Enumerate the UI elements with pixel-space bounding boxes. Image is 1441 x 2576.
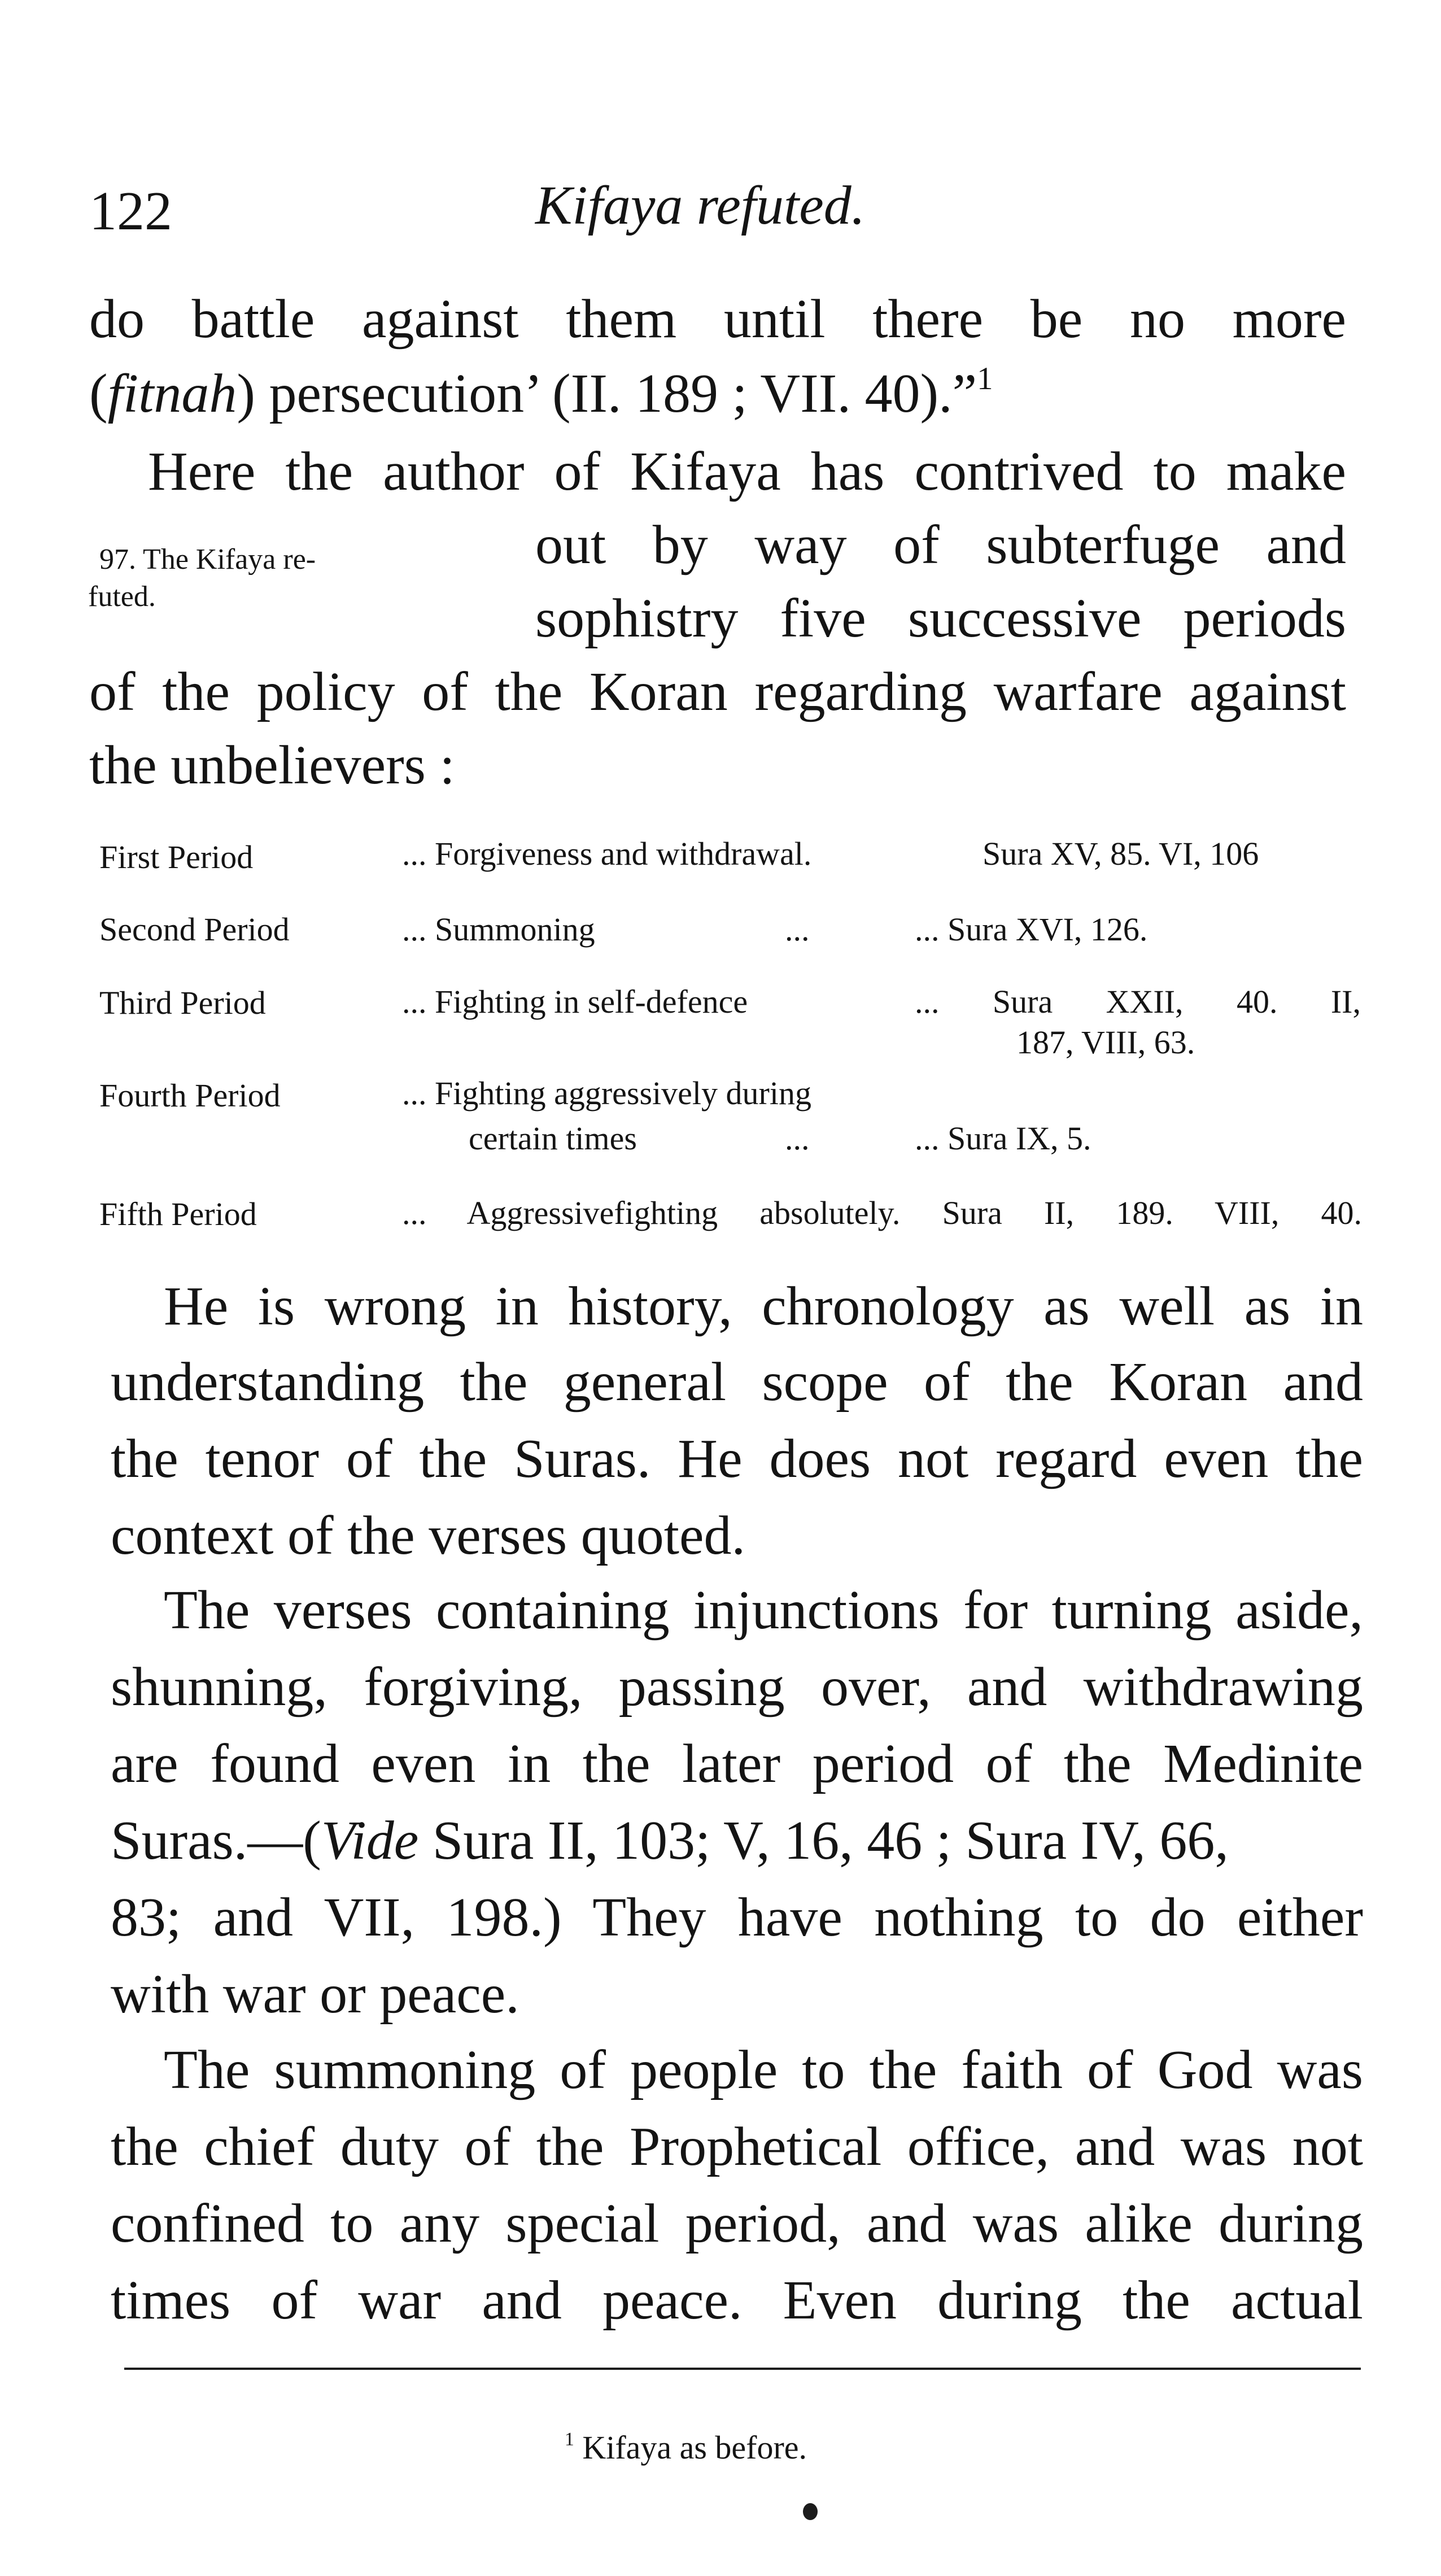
side-note-line: futed. bbox=[88, 581, 156, 613]
footnote-rule bbox=[124, 2368, 1361, 2370]
text-line: shunning, forgiving, passing over, and withdrawing bbox=[111, 1657, 1363, 1718]
text-line: times of war and peace. Even during the actual bbox=[111, 2270, 1363, 2331]
leader-dots: ... bbox=[785, 911, 810, 948]
footnote-text: Kifaya as before. bbox=[582, 2429, 807, 2466]
page-number: 122 bbox=[89, 181, 172, 242]
period-description: ... Fighting in self-defence bbox=[402, 983, 748, 1020]
text-line: of the policy of the Koran regarding warfare against bbox=[89, 661, 1346, 722]
period-name: Fifth Period bbox=[99, 1196, 257, 1232]
text-line: (fitnah) persecution’ (II. 189 ; VII. 40).”$^1$ bbox=[89, 361, 993, 424]
period-sura-reference: ... Sura XXII, 40. II, bbox=[915, 983, 1361, 1020]
text-line: 83; and VII, 198.) They have nothing to do either bbox=[111, 1887, 1363, 1948]
text-line: Suras.—(Vide Sura II, 103; V, 16, 46 ; Sura IV, 66, bbox=[111, 1810, 1229, 1871]
period-sura-reference: Sura XV, 85. VI, 106 bbox=[983, 835, 1259, 872]
period-name: Second Period bbox=[99, 911, 290, 948]
text-line: the unbelievers : bbox=[89, 735, 455, 796]
text-line: the chief duty of the Prophetical office, and was not bbox=[111, 2116, 1363, 2177]
italic-term: Vide bbox=[321, 1810, 419, 1871]
period-description: ... Summoning bbox=[402, 911, 595, 948]
side-note-line: 97. The Kifaya re- bbox=[99, 543, 316, 576]
text-line: with war or peace. bbox=[111, 1964, 519, 2025]
period-name: Third Period bbox=[99, 984, 266, 1021]
leader-dots: ... bbox=[785, 1120, 810, 1157]
period-sura-reference: ... Sura XVI, 126. bbox=[915, 911, 1148, 948]
text-line: are found even in the later period of the Medinite bbox=[111, 1733, 1363, 1794]
text-line: context of the verses quoted. bbox=[111, 1505, 745, 1566]
footnote-marker: 1 bbox=[565, 2429, 574, 2450]
text-line: He is wrong in history, chronology as well as in bbox=[164, 1276, 1363, 1337]
text-line: do battle against them until there be no more bbox=[89, 289, 1346, 350]
text-line: confined to any special period, and was alike during bbox=[111, 2193, 1363, 2254]
text-line: Here the author of Kifaya has contrived to make bbox=[148, 441, 1346, 502]
period-description: ... Forgiveness and withdrawal. bbox=[402, 835, 812, 872]
italic-term: fitnah bbox=[107, 363, 237, 424]
text-line: understanding the general scope of the Koran and bbox=[111, 1352, 1363, 1413]
running-title: Kifaya refuted. bbox=[535, 175, 866, 236]
ink-spot bbox=[803, 2503, 818, 2520]
text-line: the tenor of the Suras. He does not regard even the bbox=[111, 1428, 1363, 1489]
footnote-reference: 1 bbox=[977, 361, 993, 397]
period-description: certain times bbox=[469, 1120, 637, 1157]
period-name: First Period bbox=[99, 839, 254, 875]
text-line: out by way of subterfuge and bbox=[535, 515, 1346, 576]
period-sura-reference: 187, VIII, 63. bbox=[1016, 1024, 1195, 1061]
period-description: ... Aggressivefighting absolutely. Sura II, 189. VIII, 40. bbox=[402, 1195, 1362, 1231]
text-line: The verses containing injunctions for turning aside, bbox=[164, 1580, 1363, 1641]
period-sura-reference: ... Sura IX, 5. bbox=[915, 1120, 1091, 1157]
period-description: ... Fighting aggressively during bbox=[402, 1075, 811, 1112]
text-line: The summoning of people to the faith of God was bbox=[164, 2039, 1363, 2100]
text-line: sophistry five successive periods bbox=[535, 588, 1346, 649]
period-name: Fourth Period bbox=[99, 1077, 281, 1114]
footnote bbox=[565, 2429, 807, 2466]
